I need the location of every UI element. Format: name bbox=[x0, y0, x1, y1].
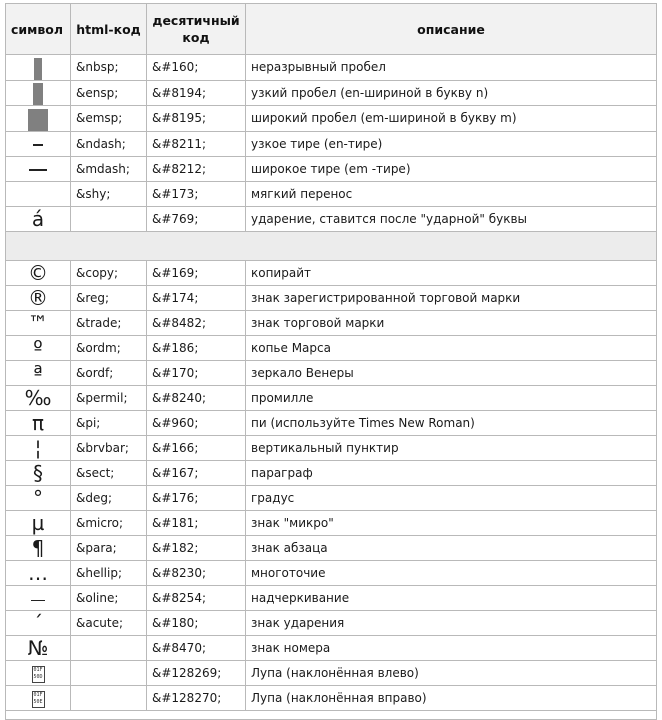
html-code-cell: &shy; bbox=[71, 181, 147, 206]
symbol-cell bbox=[6, 106, 71, 132]
decimal-code-cell: &#128270; bbox=[147, 685, 246, 710]
ndash-icon bbox=[33, 144, 43, 146]
symbol-glyph: № bbox=[27, 635, 49, 660]
html-code-cell: &sect; bbox=[71, 460, 147, 485]
decimal-code-cell: &#8230; bbox=[147, 560, 246, 585]
decimal-code-cell: &#8212; bbox=[147, 156, 246, 181]
description-cell: знак торговой марки bbox=[246, 310, 657, 335]
table-row bbox=[6, 206, 657, 231]
symbol-glyph: ª bbox=[33, 360, 43, 385]
symbol-cell bbox=[6, 510, 71, 535]
table-row bbox=[6, 156, 657, 181]
header-description: описание bbox=[246, 4, 657, 55]
symbol-cell bbox=[6, 206, 71, 231]
symbol-glyph: á bbox=[31, 206, 45, 231]
html-code-cell: &acute; bbox=[71, 610, 147, 635]
symbol-cell bbox=[6, 131, 71, 156]
header-row bbox=[6, 4, 657, 55]
description-cell: широкое тире (em -тире) bbox=[246, 156, 657, 181]
html-code-cell: &oline; bbox=[71, 585, 147, 610]
decimal-code-cell: &#8194; bbox=[147, 80, 246, 106]
decimal-code-cell: &#166; bbox=[147, 435, 246, 460]
missing-glyph-icon bbox=[32, 666, 45, 683]
symbol-cell bbox=[6, 156, 71, 181]
symbol-cell bbox=[6, 435, 71, 460]
description-cell: надчеркивание bbox=[246, 585, 657, 610]
emsp-block-icon bbox=[28, 109, 48, 131]
description-cell: Лупа (наклонённая вправо) bbox=[246, 685, 657, 710]
symbol-glyph: ¶ bbox=[31, 535, 45, 560]
decimal-code-cell: &#176; bbox=[147, 485, 246, 510]
symbol-glyph: ‰ bbox=[24, 385, 52, 410]
description-cell: зеркало Венеры bbox=[246, 360, 657, 385]
decimal-code-cell: &#160; bbox=[147, 55, 246, 81]
symbol-glyph: ¦ bbox=[34, 435, 42, 460]
table-row bbox=[6, 55, 657, 81]
symbol-cell bbox=[6, 610, 71, 635]
description-cell: мягкий перенос bbox=[246, 181, 657, 206]
symbol-glyph: ™ bbox=[28, 310, 48, 335]
table-row bbox=[6, 385, 657, 410]
table-row bbox=[6, 285, 657, 310]
table-row bbox=[6, 560, 657, 585]
description-cell: знак "микро" bbox=[246, 510, 657, 535]
table-row bbox=[6, 485, 657, 510]
symbol-cell bbox=[6, 285, 71, 310]
table-row bbox=[6, 535, 657, 560]
html-entities-table bbox=[5, 3, 657, 720]
header-html-code: html-код bbox=[71, 4, 147, 55]
table-row bbox=[6, 181, 657, 206]
html-code-cell bbox=[71, 635, 147, 660]
symbol-glyph: ® bbox=[28, 285, 48, 310]
glyph-code-top: 01F bbox=[33, 691, 43, 698]
symbol-cell bbox=[6, 310, 71, 335]
decimal-code-cell: &#8211; bbox=[147, 131, 246, 156]
symbol-cell bbox=[6, 55, 71, 81]
table-row bbox=[6, 131, 657, 156]
description-cell: знак ударения bbox=[246, 610, 657, 635]
description-cell: Лупа (наклонённая влево) bbox=[246, 660, 657, 685]
html-code-cell bbox=[71, 660, 147, 685]
symbol-cell bbox=[6, 335, 71, 360]
html-code-cell: &deg; bbox=[71, 485, 147, 510]
html-code-cell bbox=[71, 206, 147, 231]
table-row bbox=[6, 410, 657, 435]
symbol-glyph: º bbox=[33, 335, 43, 360]
table-row bbox=[6, 460, 657, 485]
html-code-cell: &ndash; bbox=[71, 131, 147, 156]
description-cell: знак зарегистрированной торговой марки bbox=[246, 285, 657, 310]
html-code-cell: &emsp; bbox=[71, 106, 147, 132]
decimal-code-cell: &#128269; bbox=[147, 660, 246, 685]
description-cell: знак абзаца bbox=[246, 535, 657, 560]
symbol-cell bbox=[6, 585, 71, 610]
symbol-cell bbox=[6, 181, 71, 206]
symbol-cell bbox=[6, 635, 71, 660]
mdash-icon bbox=[29, 169, 47, 171]
header-decimal-line1: десятичный bbox=[152, 13, 240, 28]
header-decimal-code bbox=[147, 4, 246, 55]
symbol-cell bbox=[6, 410, 71, 435]
decimal-code-cell: &#8240; bbox=[147, 385, 246, 410]
decimal-code-cell: &#960; bbox=[147, 410, 246, 435]
html-code-cell: &ordm; bbox=[71, 335, 147, 360]
description-cell: вертикальный пунктир bbox=[246, 435, 657, 460]
description-cell: пи (используйте Times New Roman) bbox=[246, 410, 657, 435]
symbol-cell bbox=[6, 460, 71, 485]
table-row bbox=[6, 335, 657, 360]
description-cell: промилле bbox=[246, 385, 657, 410]
html-code-cell: &ordf; bbox=[71, 360, 147, 385]
symbol-glyph: © bbox=[28, 260, 48, 285]
description-cell: узкий пробел (en-шириной в букву n) bbox=[246, 80, 657, 106]
table-row bbox=[6, 435, 657, 460]
ensp-block-icon bbox=[33, 83, 43, 105]
description-cell: параграф bbox=[246, 460, 657, 485]
table-row bbox=[6, 610, 657, 635]
description-cell: ударение, ставится после "ударной" буквы bbox=[246, 206, 657, 231]
symbol-cell bbox=[6, 660, 71, 685]
table-row bbox=[6, 260, 657, 285]
html-code-cell: &brvbar; bbox=[71, 435, 147, 460]
symbol-cell bbox=[6, 685, 71, 710]
decimal-code-cell: &#8195; bbox=[147, 106, 246, 132]
glyph-code-bottom: 50E bbox=[33, 698, 43, 705]
html-code-cell: &trade; bbox=[71, 310, 147, 335]
html-code-cell: &ensp; bbox=[71, 80, 147, 106]
symbol-glyph: § bbox=[33, 460, 43, 485]
html-code-cell: &copy; bbox=[71, 260, 147, 285]
decimal-code-cell: &#186; bbox=[147, 335, 246, 360]
symbol-glyph: π bbox=[31, 410, 45, 435]
nbsp-block-icon bbox=[34, 58, 42, 80]
description-cell: широкий пробел (em-шириной в букву m) bbox=[246, 106, 657, 132]
table-row bbox=[6, 585, 657, 610]
symbol-glyph: ° bbox=[33, 485, 43, 510]
html-code-cell: &nbsp; bbox=[71, 55, 147, 81]
symbol-cell bbox=[6, 80, 71, 106]
decimal-code-cell: &#180; bbox=[147, 610, 246, 635]
html-code-cell: &pi; bbox=[71, 410, 147, 435]
decimal-code-cell: &#8470; bbox=[147, 635, 246, 660]
symbol-cell bbox=[6, 560, 71, 585]
html-code-cell: &micro; bbox=[71, 510, 147, 535]
table-row bbox=[6, 685, 657, 710]
decimal-code-cell: &#173; bbox=[147, 181, 246, 206]
table-row bbox=[6, 635, 657, 660]
html-code-cell: &hellip; bbox=[71, 560, 147, 585]
decimal-code-cell: &#182; bbox=[147, 535, 246, 560]
decimal-code-cell: &#170; bbox=[147, 360, 246, 385]
table-row bbox=[6, 360, 657, 385]
symbol-cell bbox=[6, 260, 71, 285]
description-cell: неразрывный пробел bbox=[246, 55, 657, 81]
symbol-cell bbox=[6, 360, 71, 385]
decimal-code-cell: &#8482; bbox=[147, 310, 246, 335]
group-separator-row bbox=[6, 231, 657, 260]
table-row bbox=[6, 310, 657, 335]
symbol-cell bbox=[6, 535, 71, 560]
decimal-code-cell: &#8254; bbox=[147, 585, 246, 610]
decimal-code-cell: &#174; bbox=[147, 285, 246, 310]
header-decimal-line2: код bbox=[182, 30, 210, 45]
html-code-cell bbox=[71, 685, 147, 710]
html-code-cell: &permil; bbox=[71, 385, 147, 410]
html-code-cell: &para; bbox=[71, 535, 147, 560]
description-cell: знак номера bbox=[246, 635, 657, 660]
table-row bbox=[6, 660, 657, 685]
decimal-code-cell: &#769; bbox=[147, 206, 246, 231]
decimal-code-cell: &#169; bbox=[147, 260, 246, 285]
symbol-cell bbox=[6, 385, 71, 410]
decimal-code-cell: &#167; bbox=[147, 460, 246, 485]
description-cell: многоточие bbox=[246, 560, 657, 585]
html-code-cell: &reg; bbox=[71, 285, 147, 310]
table-bottom-row bbox=[6, 710, 657, 719]
overline-icon bbox=[31, 600, 45, 601]
table-row bbox=[6, 106, 657, 132]
missing-glyph-icon bbox=[32, 691, 45, 708]
html-code-cell: &mdash; bbox=[71, 156, 147, 181]
description-cell: копье Марса bbox=[246, 335, 657, 360]
glyph-code-bottom: 50D bbox=[33, 673, 43, 680]
description-cell: градус bbox=[246, 485, 657, 510]
header-symbol: символ bbox=[6, 4, 71, 55]
description-cell: узкое тире (en-тире) bbox=[246, 131, 657, 156]
symbol-glyph: … bbox=[28, 560, 48, 585]
table-row bbox=[6, 510, 657, 535]
glyph-code-top: 01F bbox=[33, 666, 43, 673]
table-row bbox=[6, 80, 657, 106]
symbol-cell bbox=[6, 485, 71, 510]
symbol-glyph: ´ bbox=[33, 610, 43, 635]
symbol-glyph: µ bbox=[31, 510, 45, 535]
description-cell: копирайт bbox=[246, 260, 657, 285]
decimal-code-cell: &#181; bbox=[147, 510, 246, 535]
